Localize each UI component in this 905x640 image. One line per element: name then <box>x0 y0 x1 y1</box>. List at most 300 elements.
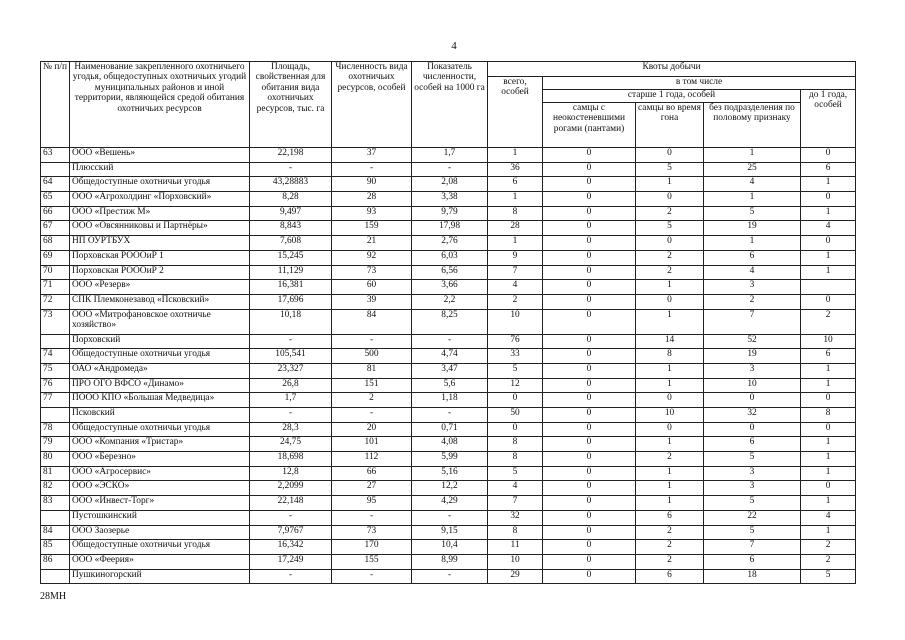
cell-density: 4,74 <box>412 349 488 364</box>
cell-area: 15,245 <box>250 250 332 265</box>
cell-no-sex: 2 <box>704 294 801 309</box>
cell-total: 5 <box>488 466 543 481</box>
cell-density: 3,38 <box>412 192 488 207</box>
cell-males-velvet: 0 <box>543 452 636 467</box>
cell-area: 11,129 <box>250 265 332 280</box>
table-row <box>41 148 856 163</box>
table-row <box>41 192 856 207</box>
cell-under-one-year: 1 <box>801 525 856 540</box>
cell-under-one-year: 4 <box>801 221 856 236</box>
cell-density: 9,79 <box>412 206 488 221</box>
cell-population: 60 <box>332 280 412 295</box>
cell-name: ООО «Митрофановское охотничье хозяйство» <box>70 309 250 334</box>
cell-total: 7 <box>488 496 543 511</box>
cell-density: - <box>412 569 488 584</box>
table-row <box>41 334 856 349</box>
cell-area: 22,198 <box>250 148 332 163</box>
cell-males-velvet: 0 <box>543 363 636 378</box>
cell-density: 6,56 <box>412 265 488 280</box>
cell-males-rut: 5 <box>636 221 704 236</box>
cell-total: 1 <box>488 148 543 163</box>
cell-no-sex: 5 <box>704 452 801 467</box>
cell-total: 7 <box>488 265 543 280</box>
cell-density: 2,76 <box>412 236 488 251</box>
cell-density: - <box>412 510 488 525</box>
cell-no-sex: 1 <box>704 192 801 207</box>
cell-density: 9,15 <box>412 525 488 540</box>
cell-name: Общедоступные охотничьи угодья <box>70 349 250 364</box>
cell-num: 66 <box>41 206 70 221</box>
cell-name: Общедоступные охотничьи угодья <box>70 177 250 192</box>
cell-total: 50 <box>488 408 543 423</box>
cell-area: 8,843 <box>250 221 332 236</box>
cell-density: - <box>412 162 488 177</box>
cell-num: 77 <box>41 393 70 408</box>
cell-under-one-year: 1 <box>801 496 856 511</box>
cell-name: Порховская РОООиР 1 <box>70 250 250 265</box>
cell-males-velvet: 0 <box>543 437 636 452</box>
cell-males-velvet: 0 <box>543 280 636 295</box>
cell-total: 28 <box>488 221 543 236</box>
cell-population: 151 <box>332 378 412 393</box>
cell-name: ООО «Овсянниковы и Партнёры» <box>70 221 250 236</box>
cell-population: 92 <box>332 250 412 265</box>
table-row <box>41 294 856 309</box>
cell-total: 0 <box>488 393 543 408</box>
table-row <box>41 452 856 467</box>
cell-no-sex: 18 <box>704 569 801 584</box>
cell-males-velvet: 0 <box>543 349 636 364</box>
table-row <box>41 496 856 511</box>
cell-under-one-year: 0 <box>801 422 856 437</box>
cell-under-one-year: 8 <box>801 408 856 423</box>
cell-name: ООО «Резерв» <box>70 280 250 295</box>
cell-area: 28,3 <box>250 422 332 437</box>
cell-males-rut: 1 <box>636 378 704 393</box>
cell-density: 5,6 <box>412 378 488 393</box>
cell-males-rut: 0 <box>636 148 704 163</box>
table-header <box>41 62 856 148</box>
cell-under-one-year: 6 <box>801 162 856 177</box>
cell-total: 11 <box>488 540 543 555</box>
cell-area: 26,8 <box>250 378 332 393</box>
cell-num: 65 <box>41 192 70 207</box>
cell-under-one-year: 2 <box>801 309 856 334</box>
table-row <box>41 554 856 569</box>
cell-males-velvet: 0 <box>543 466 636 481</box>
header-older: старше 1 года, особей <box>543 90 801 103</box>
header-area: Площадь, свойственная для обитания вида охотничьих ресурсов, тыс. га <box>250 62 332 148</box>
cell-males-rut: 1 <box>636 280 704 295</box>
cell-num: 84 <box>41 525 70 540</box>
cell-num <box>41 162 70 177</box>
cell-males-rut: 1 <box>636 481 704 496</box>
cell-name: ООО «Березно» <box>70 452 250 467</box>
cell-num: 82 <box>41 481 70 496</box>
cell-num: 81 <box>41 466 70 481</box>
table-row <box>41 540 856 555</box>
cell-density: 3,47 <box>412 363 488 378</box>
cell-males-velvet: 0 <box>543 162 636 177</box>
table-row <box>41 162 856 177</box>
cell-under-one-year: 0 <box>801 148 856 163</box>
cell-total: 36 <box>488 162 543 177</box>
cell-population: 159 <box>332 221 412 236</box>
footer-note: 28МН <box>40 591 67 602</box>
cell-density: 4,08 <box>412 437 488 452</box>
cell-name: Порховский <box>70 334 250 349</box>
cell-density: 8,25 <box>412 309 488 334</box>
cell-males-velvet: 0 <box>543 481 636 496</box>
cell-area: 17,249 <box>250 554 332 569</box>
cell-name: ООО «ЭСКО» <box>70 481 250 496</box>
cell-density: - <box>412 334 488 349</box>
cell-population: - <box>332 162 412 177</box>
cell-males-rut: 2 <box>636 265 704 280</box>
cell-under-one-year: 1 <box>801 437 856 452</box>
cell-no-sex: 25 <box>704 162 801 177</box>
cell-area: - <box>250 408 332 423</box>
cell-num: 86 <box>41 554 70 569</box>
cell-area: 16,381 <box>250 280 332 295</box>
cell-name: ООО «Вешень» <box>70 148 250 163</box>
cell-population: 90 <box>332 177 412 192</box>
cell-total: 33 <box>488 349 543 364</box>
cell-no-sex: 7 <box>704 309 801 334</box>
cell-population: 500 <box>332 349 412 364</box>
cell-population: 93 <box>332 206 412 221</box>
cell-num <box>41 334 70 349</box>
cell-num: 75 <box>41 363 70 378</box>
cell-area: 7,608 <box>250 236 332 251</box>
cell-males-rut: 1 <box>636 309 704 334</box>
cell-num: 83 <box>41 496 70 511</box>
cell-num: 67 <box>41 221 70 236</box>
cell-under-one-year: 1 <box>801 265 856 280</box>
cell-under-one-year <box>801 280 856 295</box>
cell-males-rut: 2 <box>636 206 704 221</box>
header-including: в том числе <box>543 77 856 90</box>
cell-males-rut: 2 <box>636 540 704 555</box>
cell-num <box>41 510 70 525</box>
cell-num: 64 <box>41 177 70 192</box>
cell-area: - <box>250 569 332 584</box>
cell-population: 39 <box>332 294 412 309</box>
cell-no-sex: 7 <box>704 540 801 555</box>
cell-num: 85 <box>41 540 70 555</box>
cell-males-rut: 0 <box>636 192 704 207</box>
cell-population: 95 <box>332 496 412 511</box>
cell-population: 20 <box>332 422 412 437</box>
quota-table <box>40 61 856 584</box>
cell-num: 68 <box>41 236 70 251</box>
cell-males-rut: 1 <box>636 437 704 452</box>
cell-name: ПРО ОГО ВФСО «Динамо» <box>70 378 250 393</box>
cell-num: 71 <box>41 280 70 295</box>
cell-males-velvet: 0 <box>543 250 636 265</box>
cell-males-rut: 0 <box>636 294 704 309</box>
cell-males-rut: 6 <box>636 510 704 525</box>
table-row <box>41 221 856 236</box>
cell-no-sex: 5 <box>704 206 801 221</box>
cell-area: 23,327 <box>250 363 332 378</box>
cell-density: 6,03 <box>412 250 488 265</box>
header-name: Наименование закрепленного охотничьего угодья, общедоступных охотничьих угодий муниципальных районов и иной территории, являющейся средой обитания охотничьих ресурсов <box>70 62 250 148</box>
cell-no-sex: 5 <box>704 496 801 511</box>
cell-males-velvet: 0 <box>543 221 636 236</box>
cell-area: 105,541 <box>250 349 332 364</box>
cell-no-sex: 3 <box>704 280 801 295</box>
cell-name: Общедоступные охотничьи угодья <box>70 422 250 437</box>
cell-num <box>41 408 70 423</box>
cell-name: ООО «Феерия» <box>70 554 250 569</box>
table-row <box>41 309 856 334</box>
table-row <box>41 363 856 378</box>
table-row <box>41 422 856 437</box>
cell-total: 29 <box>488 569 543 584</box>
cell-no-sex: 4 <box>704 265 801 280</box>
cell-area: 17,696 <box>250 294 332 309</box>
cell-density: 1,18 <box>412 393 488 408</box>
cell-name: ОАО «Андромеда» <box>70 363 250 378</box>
cell-num: 70 <box>41 265 70 280</box>
cell-population: 27 <box>332 481 412 496</box>
cell-density: 12,2 <box>412 481 488 496</box>
cell-total: 4 <box>488 280 543 295</box>
cell-name: ООО «Престиж М» <box>70 206 250 221</box>
cell-density: 17,98 <box>412 221 488 236</box>
cell-area: 10,18 <box>250 309 332 334</box>
table-row <box>41 206 856 221</box>
cell-total: 8 <box>488 206 543 221</box>
table-row <box>41 349 856 364</box>
cell-no-sex: 0 <box>704 393 801 408</box>
cell-no-sex: 3 <box>704 363 801 378</box>
cell-num: 63 <box>41 148 70 163</box>
cell-area: 9,497 <box>250 206 332 221</box>
cell-population: 170 <box>332 540 412 555</box>
cell-no-sex: 52 <box>704 334 801 349</box>
cell-population: 112 <box>332 452 412 467</box>
cell-males-rut: 2 <box>636 250 704 265</box>
cell-density: 10,4 <box>412 540 488 555</box>
cell-total: 8 <box>488 525 543 540</box>
cell-total: 10 <box>488 309 543 334</box>
cell-num <box>41 569 70 584</box>
cell-name: Общедоступные охотничьи угодья <box>70 540 250 555</box>
header-males-velvet: самцы с неокостеневшими рогами (пантами) <box>543 103 636 148</box>
table-row <box>41 265 856 280</box>
cell-population: 2 <box>332 393 412 408</box>
cell-num: 80 <box>41 452 70 467</box>
cell-males-rut: 1 <box>636 466 704 481</box>
cell-population: 21 <box>332 236 412 251</box>
cell-area: 8,28 <box>250 192 332 207</box>
table-row <box>41 393 856 408</box>
table-row <box>41 378 856 393</box>
cell-males-rut: 2 <box>636 554 704 569</box>
header-under-one-year: до 1 года, особей <box>801 90 856 148</box>
cell-under-one-year: 0 <box>801 481 856 496</box>
cell-area: - <box>250 162 332 177</box>
cell-no-sex: 4 <box>704 177 801 192</box>
cell-no-sex: 3 <box>704 481 801 496</box>
cell-area: 12,8 <box>250 466 332 481</box>
cell-density: 4,29 <box>412 496 488 511</box>
cell-males-rut: 14 <box>636 334 704 349</box>
cell-total: 32 <box>488 510 543 525</box>
cell-males-rut: 1 <box>636 177 704 192</box>
cell-no-sex: 6 <box>704 250 801 265</box>
cell-males-velvet: 0 <box>543 309 636 334</box>
cell-no-sex: 19 <box>704 221 801 236</box>
cell-num: 72 <box>41 294 70 309</box>
cell-under-one-year: 1 <box>801 250 856 265</box>
cell-males-rut: 5 <box>636 162 704 177</box>
cell-population: 28 <box>332 192 412 207</box>
header-no-sex: без подразделения по половому признаку <box>704 103 801 148</box>
table-row <box>41 437 856 452</box>
cell-density: 2,2 <box>412 294 488 309</box>
cell-num: 74 <box>41 349 70 364</box>
cell-area: 24,75 <box>250 437 332 452</box>
table-row <box>41 569 856 584</box>
cell-no-sex: 6 <box>704 437 801 452</box>
cell-name: Пустошкинский <box>70 510 250 525</box>
cell-males-velvet: 0 <box>543 554 636 569</box>
cell-area: 18,698 <box>250 452 332 467</box>
cell-name: ООО «Агрохолдинг «Порховский» <box>70 192 250 207</box>
cell-males-velvet: 0 <box>543 510 636 525</box>
cell-total: 5 <box>488 363 543 378</box>
cell-no-sex: 19 <box>704 349 801 364</box>
cell-name: ООО «Агросервис» <box>70 466 250 481</box>
cell-name: НП ОУРТБУХ <box>70 236 250 251</box>
cell-under-one-year: 1 <box>801 466 856 481</box>
cell-males-rut: 0 <box>636 236 704 251</box>
cell-population: - <box>332 569 412 584</box>
cell-males-velvet: 0 <box>543 569 636 584</box>
cell-under-one-year: 0 <box>801 236 856 251</box>
cell-under-one-year: 0 <box>801 192 856 207</box>
cell-num: 69 <box>41 250 70 265</box>
cell-name: ПООО КПО «Большая Медведица» <box>70 393 250 408</box>
cell-no-sex: 1 <box>704 236 801 251</box>
cell-total: 8 <box>488 437 543 452</box>
cell-population: 66 <box>332 466 412 481</box>
cell-males-velvet: 0 <box>543 294 636 309</box>
table-row <box>41 466 856 481</box>
cell-density: 8,99 <box>412 554 488 569</box>
cell-under-one-year: 1 <box>801 363 856 378</box>
header-total: всего, особей <box>488 77 543 148</box>
cell-population: - <box>332 334 412 349</box>
cell-under-one-year: 2 <box>801 540 856 555</box>
header-population: Численность вида охотничьих ресурсов, особей <box>332 62 412 148</box>
cell-males-velvet: 0 <box>543 192 636 207</box>
cell-name: Пушкиногорский <box>70 569 250 584</box>
cell-area: 2,2099 <box>250 481 332 496</box>
cell-under-one-year: 1 <box>801 378 856 393</box>
cell-males-velvet: 0 <box>543 177 636 192</box>
cell-males-rut: 2 <box>636 452 704 467</box>
cell-under-one-year: 0 <box>801 294 856 309</box>
cell-under-one-year: 2 <box>801 554 856 569</box>
cell-area: - <box>250 334 332 349</box>
header-num: № п/п <box>41 62 70 148</box>
cell-population: - <box>332 510 412 525</box>
cell-total: 76 <box>488 334 543 349</box>
cell-num: 78 <box>41 422 70 437</box>
cell-males-rut: 1 <box>636 496 704 511</box>
cell-males-rut: 0 <box>636 422 704 437</box>
cell-density: 5,99 <box>412 452 488 467</box>
cell-name: Псковский <box>70 408 250 423</box>
cell-density: - <box>412 408 488 423</box>
cell-no-sex: 5 <box>704 525 801 540</box>
table-row <box>41 525 856 540</box>
cell-total: 0 <box>488 422 543 437</box>
cell-total: 9 <box>488 250 543 265</box>
cell-population: - <box>332 408 412 423</box>
table-row <box>41 408 856 423</box>
cell-population: 73 <box>332 525 412 540</box>
table-body <box>41 148 856 584</box>
cell-population: 73 <box>332 265 412 280</box>
cell-total: 12 <box>488 378 543 393</box>
cell-population: 101 <box>332 437 412 452</box>
cell-males-velvet: 0 <box>543 334 636 349</box>
cell-density: 3,66 <box>412 280 488 295</box>
cell-under-one-year: 0 <box>801 393 856 408</box>
table-row <box>41 177 856 192</box>
cell-area: 22,148 <box>250 496 332 511</box>
cell-under-one-year: 1 <box>801 206 856 221</box>
cell-total: 2 <box>488 294 543 309</box>
table-row <box>41 510 856 525</box>
cell-area: 16,342 <box>250 540 332 555</box>
table-row <box>41 236 856 251</box>
cell-males-velvet: 0 <box>543 378 636 393</box>
cell-num: 73 <box>41 309 70 334</box>
cell-population: 81 <box>332 363 412 378</box>
cell-no-sex: 32 <box>704 408 801 423</box>
cell-total: 1 <box>488 236 543 251</box>
cell-males-velvet: 0 <box>543 148 636 163</box>
cell-males-velvet: 0 <box>543 422 636 437</box>
cell-area: 1,7 <box>250 393 332 408</box>
cell-num: 79 <box>41 437 70 452</box>
cell-no-sex: 6 <box>704 554 801 569</box>
cell-no-sex: 0 <box>704 422 801 437</box>
cell-under-one-year: 1 <box>801 452 856 467</box>
cell-population: 155 <box>332 554 412 569</box>
cell-area: 7,9767 <box>250 525 332 540</box>
cell-total: 1 <box>488 192 543 207</box>
cell-under-one-year: 6 <box>801 349 856 364</box>
header-density: Показатель численности, особей на 1000 га <box>412 62 488 148</box>
header-males-rut: самцы во время гона <box>636 103 704 148</box>
cell-males-velvet: 0 <box>543 408 636 423</box>
cell-males-velvet: 0 <box>543 206 636 221</box>
cell-density: 2,08 <box>412 177 488 192</box>
cell-total: 6 <box>488 177 543 192</box>
cell-name: Порховская РОООиР 2 <box>70 265 250 280</box>
cell-males-velvet: 0 <box>543 265 636 280</box>
cell-name: ООО Заозерье <box>70 525 250 540</box>
cell-under-one-year: 10 <box>801 334 856 349</box>
cell-males-velvet: 0 <box>543 236 636 251</box>
